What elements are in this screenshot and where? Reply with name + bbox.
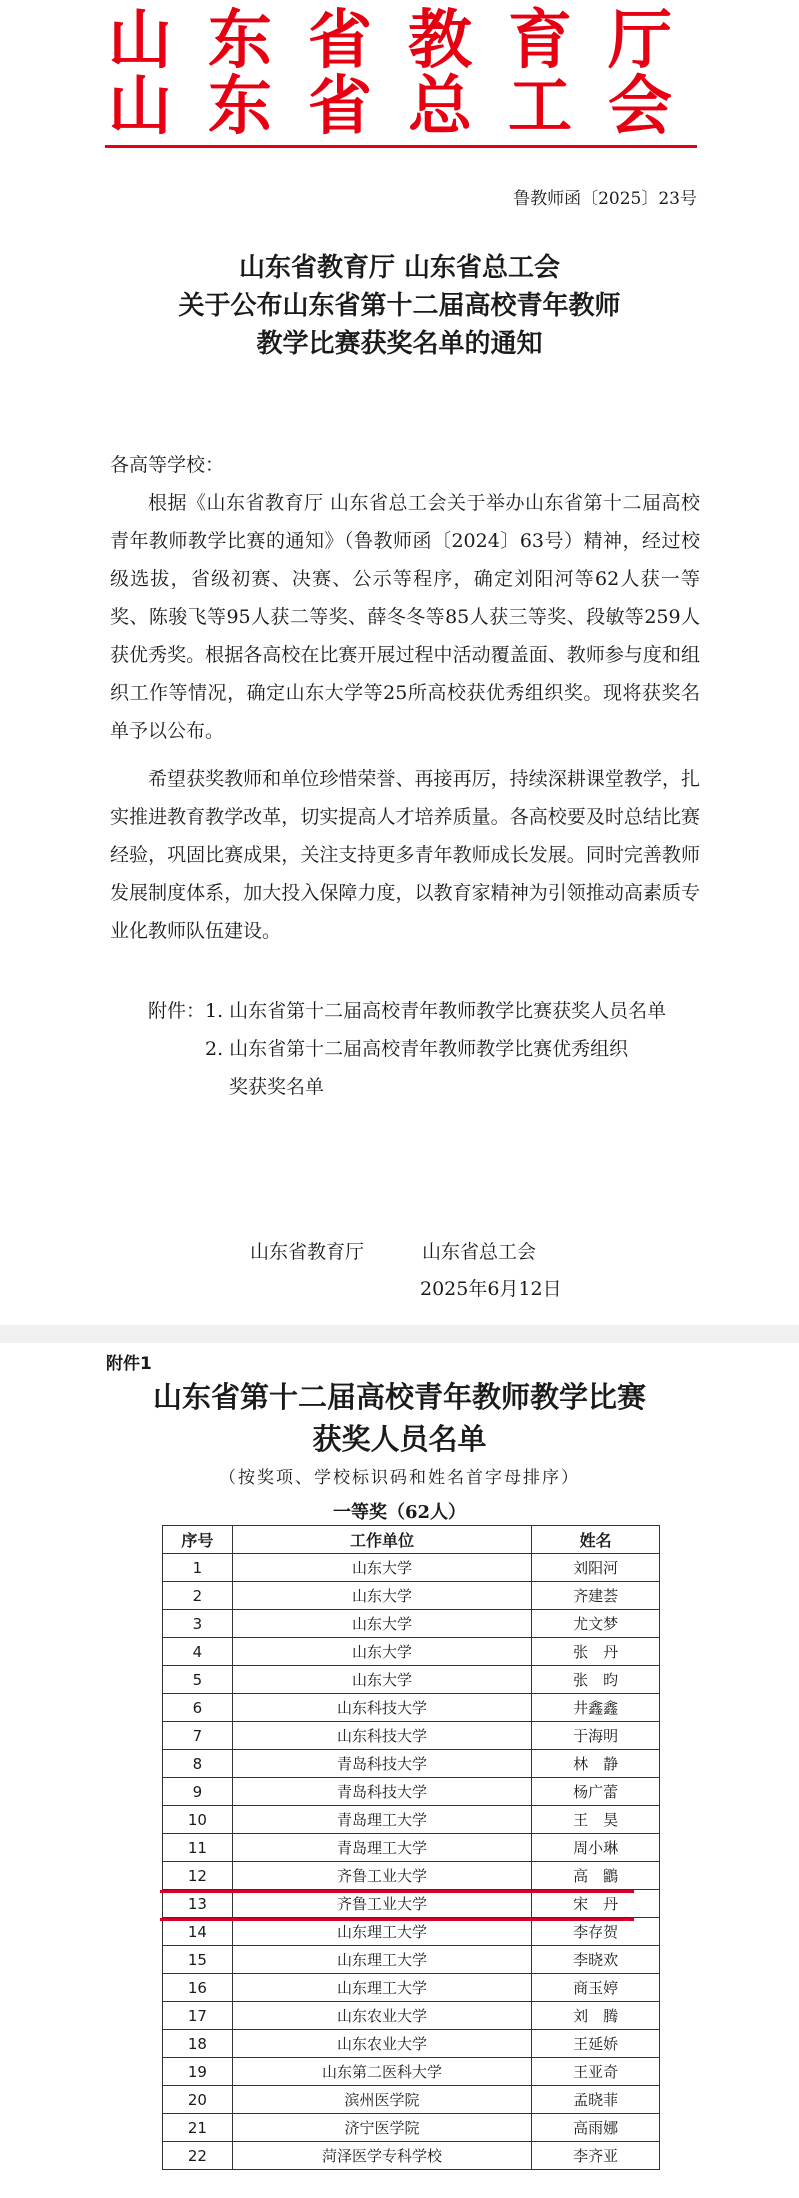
- attachment-item-1: 1. 山东省第十二届高校青年教师教学比赛获奖人员名单: [205, 1000, 667, 1022]
- table-row: [163, 1582, 660, 1610]
- person-name: 周小琳: [532, 1834, 660, 1862]
- column-header: 姓名: [532, 1526, 660, 1554]
- work-unit: 济宁医学院: [232, 2114, 531, 2142]
- person-name: 王延娇: [532, 2030, 660, 2058]
- attachment-item-2: 2. 山东省第十二届高校青年教师教学比赛优秀组织: [205, 1038, 629, 1060]
- person-name: 李晓欢: [532, 1946, 660, 1974]
- table-row: [163, 2114, 660, 2142]
- person-name: 刘 腾: [532, 2002, 660, 2030]
- signature-date: 2025年6月12日: [420, 1278, 562, 1300]
- award-table: [162, 1525, 660, 2170]
- work-unit: 山东理工大学: [232, 1974, 531, 2002]
- paragraph-text: 根据《山东省教育厅 山东省总工会关于举办山东省第十二届高校青年教师教学比赛的通知》（鲁教师函〔2024〕63号）精神，经过校级选拔，省级初赛、决赛、公示等程序，确定刘阳河等62人获一等奖、陈骏飞等95人获二等奖、薛冬冬等85人获三等奖、段敏等259人获优秀奖。根据各高校在比赛开展过程中活动覆盖面、教师参与度和组织工作等情况，确定山东大学等25所高校获优秀组织奖。现将获奖名单予以公布。: [110, 492, 700, 742]
- column-header: 序号: [163, 1526, 233, 1554]
- table-row: [163, 1610, 660, 1638]
- row-number: 8: [163, 1750, 233, 1778]
- person-name: 孟晓菲: [532, 2086, 660, 2114]
- person-name: 张 昀: [532, 1666, 660, 1694]
- table-header-row: [163, 1526, 660, 1554]
- highlight-line-top: [160, 1890, 634, 1893]
- table-row: [163, 1834, 660, 1862]
- table-row: [163, 1778, 660, 1806]
- sort-note: （按奖项、学校标识码和姓名首字母排序）: [219, 1468, 580, 1488]
- signature-org-1: 山东省教育厅: [250, 1241, 365, 1263]
- table-row: [163, 1946, 660, 1974]
- work-unit: 山东大学: [232, 1610, 531, 1638]
- person-name: 林 静: [532, 1750, 660, 1778]
- work-unit: 齐鲁工业大学: [232, 1890, 531, 1918]
- notice-title-line-2: 关于公布山东省第十二届高校青年教师: [178, 291, 621, 321]
- row-number: 7: [163, 1722, 233, 1750]
- table-row: [163, 1974, 660, 2002]
- table-row: [163, 2086, 660, 2114]
- masthead-line-1: 山东省教育厅: [108, 3, 708, 78]
- work-unit: 青岛理工大学: [232, 1806, 531, 1834]
- work-unit: 齐鲁工业大学: [232, 1862, 531, 1890]
- table-row: [163, 1862, 660, 1890]
- row-number: 16: [163, 1974, 233, 2002]
- row-number: 14: [163, 1918, 233, 1946]
- body-paragraph-2: [110, 760, 700, 950]
- person-name: 张 丹: [532, 1638, 660, 1666]
- row-number: 3: [163, 1610, 233, 1638]
- work-unit: 山东大学: [232, 1638, 531, 1666]
- table-row: [163, 1890, 660, 1918]
- page-separator: [0, 1325, 799, 1343]
- appendix-page: [0, 1343, 799, 2198]
- person-name: 齐建荟: [532, 1582, 660, 1610]
- person-name: 高雨娜: [532, 2114, 660, 2142]
- row-number: 6: [163, 1694, 233, 1722]
- person-name: 刘阳河: [532, 1554, 660, 1582]
- row-number: 13: [163, 1890, 233, 1918]
- salutation: 各高等学校：: [110, 454, 225, 476]
- row-number: 18: [163, 2030, 233, 2058]
- column-header: 工作单位: [232, 1526, 531, 1554]
- table-row: [163, 1806, 660, 1834]
- table-row: [163, 1918, 660, 1946]
- person-name: 宋 丹: [532, 1890, 660, 1918]
- table-row: [163, 1694, 660, 1722]
- attachments-label: 附件：: [148, 1000, 206, 1022]
- row-number: 17: [163, 2002, 233, 2030]
- person-name: 杨广蕾: [532, 1778, 660, 1806]
- paragraph-text: 希望获奖教师和单位珍惜荣誉、再接再厉，持续深耕课堂教学，扎实推进教育教学改革，切实提高人才培养质量。各高校要及时总结比赛经验，巩固比赛成果，关注支持更多青年教师成长发展。同时完善教师发展制度体系，加大投入保障力度，以教育家精神为引领推动高素质专业化教师队伍建设。: [110, 768, 700, 942]
- work-unit: 山东理工大学: [232, 1918, 531, 1946]
- work-unit: 青岛理工大学: [232, 1834, 531, 1862]
- appendix-title-line-1: 山东省第十二届高校青年教师教学比赛: [152, 1380, 646, 1414]
- person-name: 李存贺: [532, 1918, 660, 1946]
- work-unit: 菏泽医学专科学校: [232, 2142, 531, 2170]
- row-number: 1: [163, 1554, 233, 1582]
- body-paragraph-1: [110, 484, 700, 750]
- work-unit: 山东大学: [232, 1554, 531, 1582]
- work-unit: 山东大学: [232, 1666, 531, 1694]
- person-name: 商玉婷: [532, 1974, 660, 2002]
- row-number: 5: [163, 1666, 233, 1694]
- row-number: 9: [163, 1778, 233, 1806]
- attachment-item-2-cont: 奖获奖名单: [229, 1076, 325, 1098]
- table-row: [163, 2058, 660, 2086]
- highlight-line-bottom: [160, 1918, 634, 1921]
- work-unit: 山东农业大学: [232, 2030, 531, 2058]
- person-name: 李齐亚: [532, 2142, 660, 2170]
- masthead-line-2: 山东省总工会: [108, 69, 708, 144]
- row-number: 12: [163, 1862, 233, 1890]
- work-unit: 滨州医学院: [232, 2086, 531, 2114]
- row-number: 10: [163, 1806, 233, 1834]
- work-unit: 山东科技大学: [232, 1722, 531, 1750]
- person-name: 高 鶹: [532, 1862, 660, 1890]
- notice-title-line-1: 山东省教育厅 山东省总工会: [238, 253, 561, 283]
- table-row: [163, 2030, 660, 2058]
- person-name: 王亚奇: [532, 2058, 660, 2086]
- table-row: [163, 1722, 660, 1750]
- table-row: [163, 2002, 660, 2030]
- row-number: 15: [163, 1946, 233, 1974]
- work-unit: 山东理工大学: [232, 1946, 531, 1974]
- work-unit: 青岛科技大学: [232, 1750, 531, 1778]
- appendix-title-line-2: 获奖人员名单: [312, 1422, 487, 1456]
- document-number: 鲁教师函〔2025〕23号: [513, 189, 697, 209]
- table-row: [163, 2142, 660, 2170]
- person-name: 王 昊: [532, 1806, 660, 1834]
- red-divider: [105, 145, 697, 148]
- appendix-label: 附件1: [106, 1354, 152, 1374]
- table-row: [163, 1666, 660, 1694]
- table-row: [163, 1750, 660, 1778]
- row-number: 4: [163, 1638, 233, 1666]
- row-number: 2: [163, 1582, 233, 1610]
- signature-org-2: 山东省总工会: [422, 1241, 537, 1263]
- notice-title-line-3: 教学比赛获奖名单的通知: [256, 329, 543, 359]
- work-unit: 山东农业大学: [232, 2002, 531, 2030]
- row-number: 19: [163, 2058, 233, 2086]
- work-unit: 山东科技大学: [232, 1694, 531, 1722]
- work-unit: 青岛科技大学: [232, 1778, 531, 1806]
- row-number: 20: [163, 2086, 233, 2114]
- person-name: 尤文梦: [532, 1610, 660, 1638]
- person-name: 于海明: [532, 1722, 660, 1750]
- row-number: 22: [163, 2142, 233, 2170]
- person-name: 井鑫鑫: [532, 1694, 660, 1722]
- prize-heading: 一等奖（62人）: [332, 1502, 467, 1523]
- table-row: [163, 1638, 660, 1666]
- row-number: 11: [163, 1834, 233, 1862]
- row-number: 21: [163, 2114, 233, 2142]
- work-unit: 山东大学: [232, 1582, 531, 1610]
- work-unit: 山东第二医科大学: [232, 2058, 531, 2086]
- table-row: [163, 1554, 660, 1582]
